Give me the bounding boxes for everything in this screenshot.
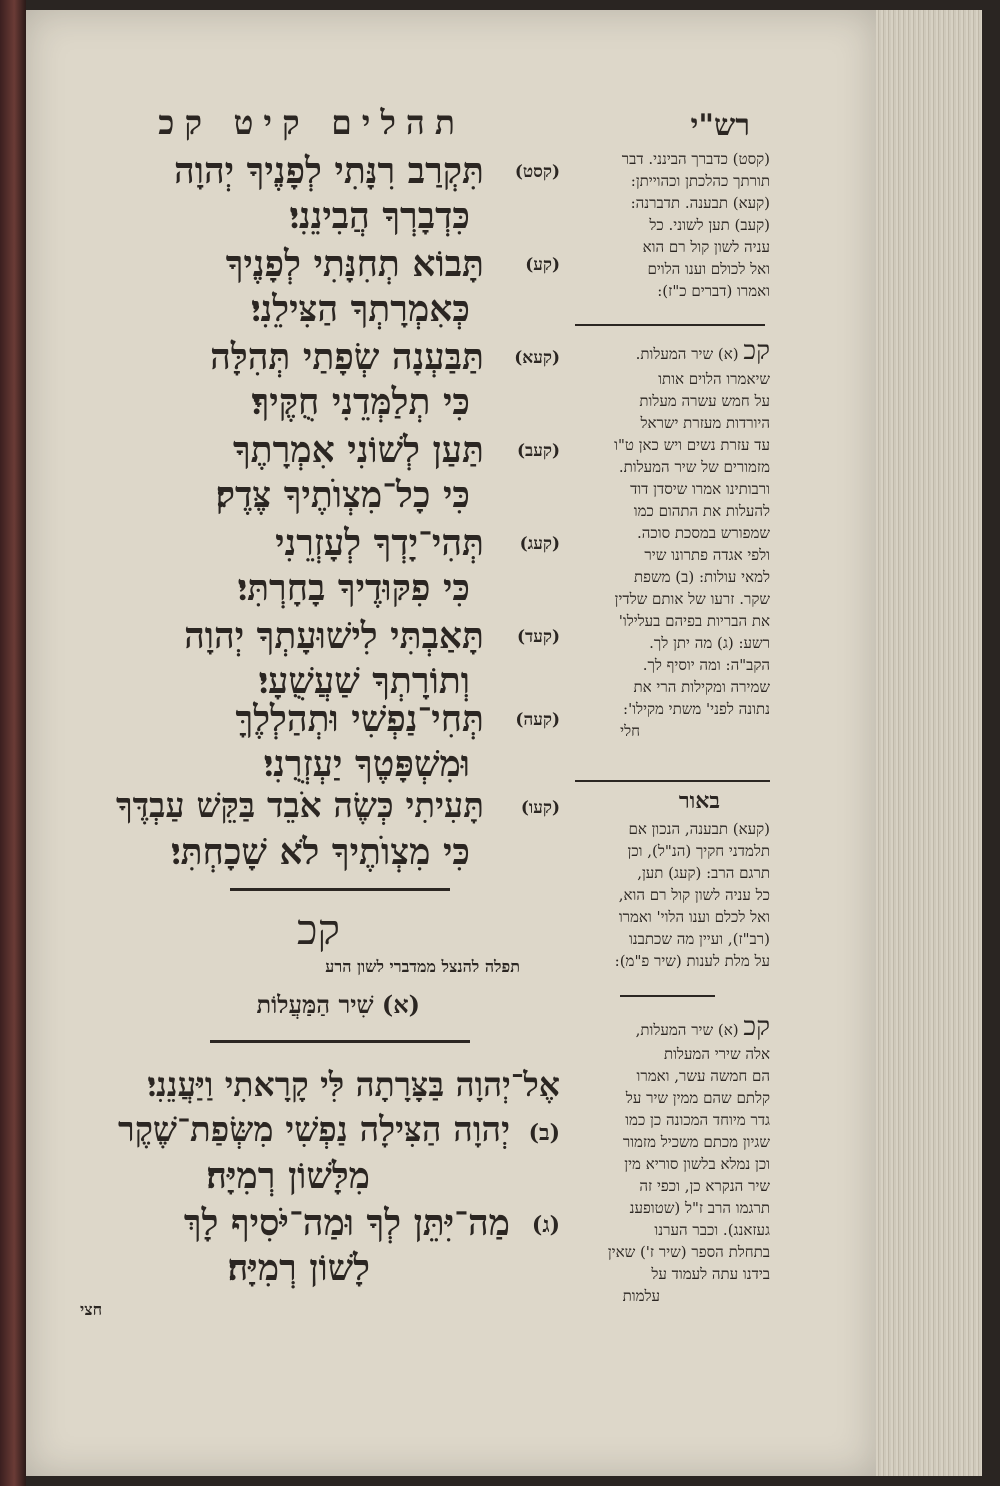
- verse-number: (קעו): [520, 798, 560, 818]
- verse-line: מַה־יִּתֵּן לְךָ וּמַה־יֹּסִיף לָךְ: [183, 1202, 510, 1244]
- verse-number: (ב): [528, 1120, 560, 1146]
- commentary-line: תורתך כהלכתן וכהוייתן:: [630, 172, 770, 190]
- commentary-line: (קעא) תבענה, הנכון אם: [628, 820, 770, 838]
- commentary-line: שיאמרו הלוים אותו: [658, 370, 770, 388]
- verse-line: כִּי תְלַמְּדֵנִי חֻקֶּיךָ׃: [251, 381, 470, 423]
- chapter-marker: קכ: [743, 1012, 770, 1042]
- commentary-line: הם חמשה עשר, ואמרו: [636, 1067, 770, 1085]
- commentary-line: קלתם שהם ממין שיר על: [625, 1089, 770, 1107]
- verse-line: לָשׁוֹן רְמִיָּה׃: [227, 1247, 370, 1289]
- commentary-line: עניה לשון קול רם הוא: [642, 238, 770, 256]
- commentary-text: (א) שיר המעלות,: [635, 1021, 739, 1039]
- superscription: (א) שִׁיר הַמַּעֲלוֹת: [256, 990, 420, 1019]
- verse-line: תְּחִי־נַפְשִׁי וּתְהַלְלֶךָּ: [235, 698, 484, 740]
- commentary-line: עלמות: [622, 1287, 660, 1305]
- verse-line: וְתוֹרָתְךָ שַׁעֲשֻׁעָי׃: [258, 660, 470, 702]
- commentary-line: ואל לכולם וענו הלוים: [647, 260, 770, 278]
- commentary-line: תרגמו הרב ז"ל (שטופענ: [629, 1199, 770, 1217]
- commentary-line: שמפורש במסכת סוכה.: [637, 524, 770, 542]
- verse-number: (קעד): [517, 627, 560, 647]
- verse-line: כִּי מִצְוֺתֶיךָ לֹא שָׁכָחְתִּי׃: [171, 831, 470, 873]
- commentary-line: גדר מיוחד המכונה כן כמו: [625, 1111, 770, 1129]
- commentary-line: (קעא) תבענה. תדברנה:: [630, 194, 770, 212]
- verse-number: (קעה): [515, 710, 560, 730]
- commentary-line: בתחלת הספר (שיר ז') שאין: [607, 1243, 770, 1261]
- commentary-line: תלמדני חקיך (הנ"ל), וכן: [627, 842, 770, 860]
- page-footer-signature: חצי: [80, 1300, 103, 1319]
- commentary-line: [570, 336, 770, 366]
- commentary-line: וכן נמלא בלשון סוריא מין: [624, 1155, 770, 1173]
- commentary-text: (א) שיר המעלות.: [635, 345, 739, 363]
- rashi-heading: רש"י: [690, 108, 750, 143]
- commentary-line: כל עניה לשון קול רם הוא,: [618, 886, 770, 904]
- commentary-line: [570, 1012, 770, 1042]
- commentary-line: חלי: [620, 722, 640, 740]
- commentary-line: את הבריות בפיהם בעלילו': [618, 612, 770, 630]
- verse-number: (קעג): [519, 534, 560, 554]
- commentary-line: רשע: (ג) מה יתן לך.: [649, 634, 770, 652]
- commentary-line: (קעב) תען לשוני. כל: [649, 216, 770, 234]
- verse-line: כְּאִמְרָתְךָ הַצִּילֵנִי׃: [251, 288, 470, 330]
- commentary-line: תרגם הרב: (קעג) תען,: [637, 864, 770, 882]
- verse-line: תִּקְרַב רִנָּתִי לְפָנֶיךָ יְהוָה: [174, 150, 484, 192]
- commentary-line: (רב"ז), ועיין מה שכתבנו: [628, 930, 770, 948]
- verse-line: תַּעַן לְשׁוֹנִי אִמְרָתֶךָ: [232, 429, 484, 471]
- verse-line: כִּי פִקּוּדֶיךָ בָחָרְתִּי׃: [237, 567, 470, 609]
- commentary-line: היורדות מעזרת ישראל: [640, 414, 770, 432]
- running-head: תהלים קיט קכ: [158, 103, 465, 142]
- verse-line: תָּבוֹא תְחִנָּתִי לְפָנֶיךָ: [225, 243, 484, 285]
- commentary-line: שיר הנקרא כן, וכפי זה: [639, 1177, 770, 1195]
- verse-line: תָּעִיתִי כְּשֶׂה אֹבֵד בַּקֵּשׁ עַבְדֶּךָ: [115, 786, 484, 826]
- commentary-line: על מלת לענות (שיר פ"מ):: [614, 952, 770, 970]
- verse-line: תְּהִי־יָדְךָ לְעָזְרֵנִי: [275, 522, 484, 564]
- page-edges: [876, 10, 982, 1476]
- commentary-line: נתונה לפני' משתי מקילו':: [623, 700, 770, 718]
- verse-line: כִּי כָל־מִצְוֺתֶיךָ צֶּדֶק׃: [215, 474, 470, 516]
- commentary-line: שגיון מכתם משכיל מזמור: [622, 1133, 770, 1151]
- commentary-line: געזאנג). וכבר הערנו: [654, 1221, 770, 1239]
- verse-line: תַּבַּעְנָה שְׂפָתַי תְּהִלָּה: [210, 336, 484, 378]
- verse-line: אֶל־יְהוָה בַּצָּרָתָה לִּי קָרָאתִי וַיַּעֲנֵנִי׃: [147, 1065, 560, 1104]
- commentary-line: על חמש עשרה מעלות: [639, 392, 770, 410]
- chapter-title: תפלה להנצל ממדברי לשון הרע: [325, 957, 520, 976]
- commentary-line: להעלות את התהום כמו: [633, 502, 770, 520]
- section-divider: [620, 995, 715, 997]
- commentary-line: ואל לכלם וענו הלוי' ואמרו: [618, 908, 770, 926]
- commentary-line: שקר. זרעו של אותם שלדין: [614, 590, 770, 608]
- biur-heading: באור: [678, 788, 720, 814]
- section-divider: [575, 780, 770, 782]
- verse-number: (קעב): [517, 441, 560, 461]
- commentary-line: עד עזרת נשים ויש כאן ט"ו: [614, 436, 770, 454]
- psalm-text-column: [60, 95, 560, 1335]
- verse-line: מִלָּשׁוֹן רְמִיָּה׃: [206, 1155, 370, 1197]
- verse-line: וּמִשְׁפָּטֶךָ יַעְזְרֻנִי׃: [263, 743, 470, 785]
- chapter-marker: קכ: [743, 336, 770, 366]
- commentary-line: בידנו עתה לעמוד על: [651, 1265, 770, 1283]
- commentary-line: ואמרו (דברים כ"ז):: [657, 282, 770, 300]
- commentary-line: ורבותינו אמרו שיסדן דוד: [630, 480, 770, 498]
- commentary-line: (קסט) כדברך הבינני. דבר: [621, 150, 770, 168]
- verse-number: (ג): [531, 1212, 560, 1238]
- page-edge-shadow: [982, 0, 1000, 1486]
- verse-number: (קע): [525, 255, 560, 275]
- section-divider: [230, 888, 450, 891]
- verse-line: כִּדְבָרְךָ הֲבִינֵנִי׃: [289, 195, 470, 237]
- chapter-number: קכ: [296, 905, 340, 954]
- verse-number: (קסט): [514, 162, 560, 182]
- verse-line: תָּאַבְתִּי לִישׁוּעָתְךָ יְהוָה: [184, 615, 484, 657]
- book-spine: [0, 0, 26, 1486]
- verse: [60, 831, 560, 889]
- commentary-line: שמירה ומקילות הרי את: [633, 678, 770, 696]
- commentary-line: הקב"ה: ומה יוסיף לך.: [642, 656, 770, 674]
- commentary-line: ולפי אגדה פתרונו שיר: [644, 546, 770, 564]
- commentary-line: מזמורים של שיר המעלות.: [618, 458, 770, 476]
- commentary-line: אלה שירי המעלות: [663, 1045, 770, 1063]
- verse-line: יְהוָה הַצִּילָה נַפְשִׁי מִשְּׂפַת־שֶׁקֶר: [118, 1110, 510, 1150]
- commentary-line: למאי עולות: (ב) משפת: [634, 568, 770, 586]
- verse-number: (קעא): [514, 348, 560, 368]
- section-divider: [575, 324, 765, 326]
- section-divider: [210, 1040, 470, 1043]
